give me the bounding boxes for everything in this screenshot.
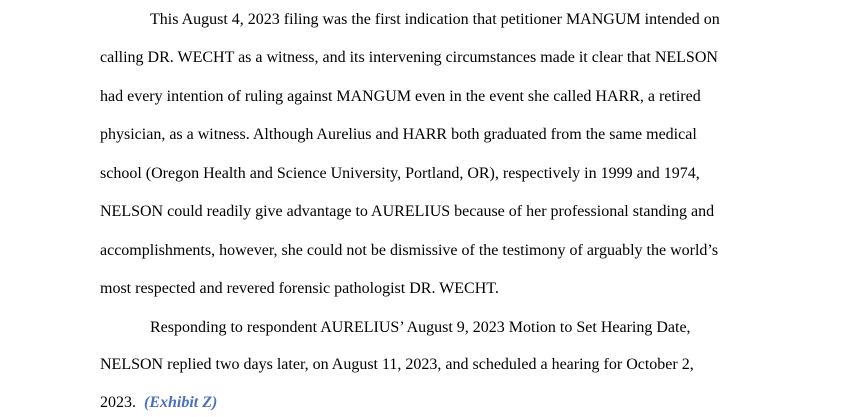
paragraph-2-line-3-text: 2023. <box>100 394 144 411</box>
paragraph-2-line-1: Responding to respondent AURELIUS’ August 9, 2023 Motion to Set Hearing Date, <box>150 319 691 336</box>
paragraph-2-line-2: NELSON replied two days later, on August 11, 2023, and scheduled a hearing for October 2, <box>100 356 694 373</box>
paragraph-2-line-3 <box>100 393 217 413</box>
paragraph-1-line-2: calling DR. WECHT as a witness, and its intervening circumstances made it clear that NELSON <box>100 49 718 66</box>
paragraph-1-line-6: NELSON could readily give advantage to AURELIUS because of her professional standing and <box>100 203 715 220</box>
paragraph-1-line-8: most respected and revered forensic pathologist DR. WECHT. <box>100 280 499 297</box>
paragraph-1-line-1: This August 4, 2023 filing was the first indication that petitioner MANGUM intended on <box>150 11 720 28</box>
paragraph-1-line-7: accomplishments, however, she could not be dismissive of the testimony of arguably the world’s <box>100 242 719 259</box>
paragraph-1-line-5: school (Oregon Health and Science University, Portland, OR), respectively in 1999 and 1974, <box>100 165 700 182</box>
paragraph-1-line-3: had every intention of ruling against MANGUM even in the event she called HARR, a retired <box>100 88 701 105</box>
paragraph-1-line-4: physician, as a witness. Although Aurelius and HARR both graduated from the same medical <box>100 126 697 143</box>
exhibit-z-link[interactable]: (Exhibit Z) <box>144 394 218 411</box>
